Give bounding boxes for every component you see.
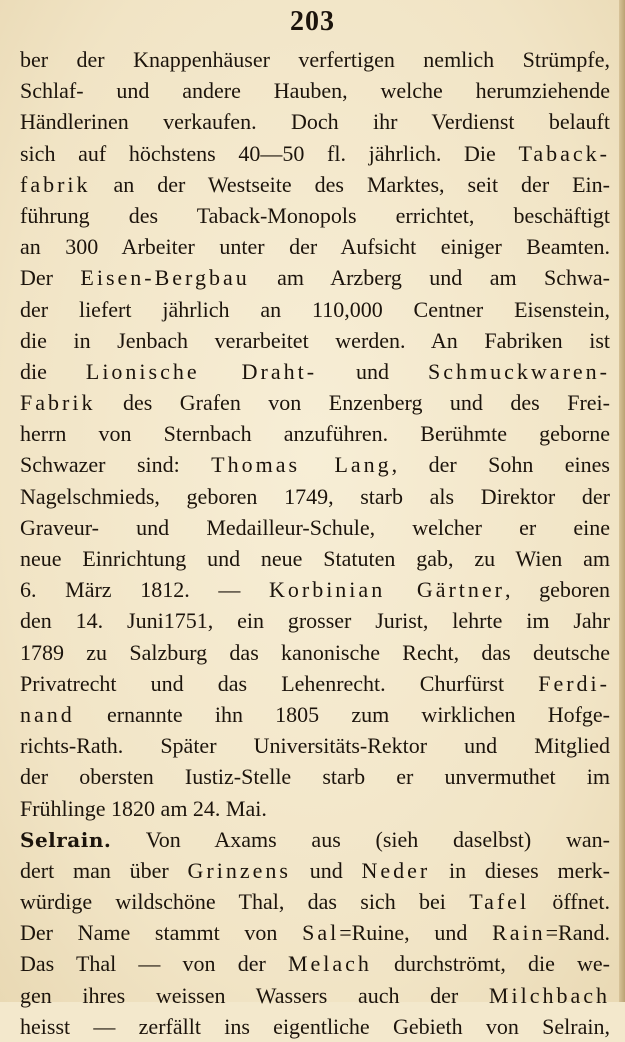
- text-run: die in Jenbach verarbeitet werden. An Fabriken ist: [20, 327, 610, 353]
- text-line: [20, 917, 610, 948]
- text-line: [20, 387, 610, 418]
- text-line: [20, 106, 610, 137]
- text-line: [20, 855, 610, 886]
- text-line: [20, 824, 610, 855]
- spaced-emphasis: Ferdi-: [538, 670, 610, 696]
- text-line: [20, 948, 610, 979]
- spaced-emphasis: Thomas Lang: [211, 452, 392, 478]
- text-line: [20, 543, 610, 574]
- text-run: und: [290, 857, 362, 883]
- text-run: an der Westseite des Marktes, seit der Ein-: [90, 171, 610, 197]
- text-run: Nagelschmieds, geboren 1749, starb als Direktor der: [20, 483, 610, 509]
- text-run: durchströmt, die we-: [371, 951, 610, 977]
- text-line: [20, 418, 610, 449]
- text-run: Händlerinen verkaufen. Doch ihr Verdienst belauft: [20, 109, 610, 135]
- spaced-emphasis: Grinzens: [187, 857, 291, 883]
- text-run: =Ruine, und: [339, 920, 493, 946]
- spaced-emphasis: Sal: [302, 920, 340, 946]
- text-run: am Arzberg und am Schwa-: [249, 265, 610, 291]
- text-line: [20, 356, 610, 387]
- text-line: [20, 886, 610, 917]
- text-run: an 300 Arbeiter unter der Aufsicht einiger Beamten.: [20, 234, 610, 260]
- spaced-emphasis: Fabrik: [20, 390, 96, 416]
- text-line: [20, 449, 610, 480]
- text-run: Schlaf- und andere Hauben, welche herumziehende: [20, 78, 610, 104]
- text-line: [20, 325, 610, 356]
- text-run: Das Thal — von der: [20, 951, 288, 977]
- text-run: Graveur- und Medailleur-Schule, welcher er eine: [20, 514, 610, 540]
- text-run: Der: [20, 265, 81, 291]
- text-line: [20, 980, 610, 1011]
- page-number: 203: [290, 6, 335, 37]
- text-run: Privatrecht und das Lehenrecht. Churfürst: [20, 670, 539, 696]
- text-run: =Rand.: [545, 920, 610, 946]
- text-run: neue Einrichtung und neue Statuten gab, zu Wien am: [20, 546, 610, 571]
- spaced-emphasis: Melach: [287, 951, 372, 977]
- text-run: würdige wildschöne Thal, das sich bei: [20, 889, 470, 915]
- text-run: Frühlinge 1820 am 24. Mai.: [20, 795, 267, 821]
- text-line: [20, 262, 610, 293]
- text-run: des Grafen von Enzenberg und des Frei-: [95, 390, 610, 416]
- text-run: herrn von Sternbach anzuführen. Berühmte geborne: [20, 421, 610, 447]
- text-run: 6. März 1812. —: [20, 577, 269, 603]
- text-line: [20, 730, 610, 761]
- text-run: führung des Taback-Monopols errichtet, beschäftigt: [20, 202, 610, 228]
- spaced-emphasis: Milchbach: [488, 982, 610, 1008]
- body-text: [20, 44, 610, 1042]
- text-line: [20, 761, 610, 792]
- text-run: sich auf höchstens 40—50 fl. jährlich. Die: [20, 140, 519, 166]
- text-line: [20, 637, 610, 668]
- text-run: Der Name stammt von: [20, 920, 303, 946]
- text-run: der liefert jährlich an 110,000 Centner Eisenstein,: [20, 296, 610, 322]
- text-run: und: [317, 358, 429, 384]
- text-run: heisst — zerfällt ins eigentliche Gebieth von Selrain,: [20, 1013, 610, 1039]
- text-run: , der Sohn eines: [391, 452, 610, 478]
- text-line: [20, 793, 610, 824]
- spaced-emphasis: Taback-: [518, 140, 610, 166]
- text-run: in dieses merk-: [430, 857, 610, 883]
- section-heading: Selrain.: [20, 827, 112, 852]
- text-line: [20, 605, 610, 636]
- text-line: [20, 668, 610, 699]
- spaced-emphasis: Korbinian Gärtner: [268, 577, 506, 603]
- text-run: gen ihres weissen Wassers auch der: [20, 982, 489, 1008]
- spaced-emphasis: Neder: [361, 857, 431, 883]
- text-run: richts-Rath. Später Universitäts-Rektor und Mitglied: [20, 733, 610, 759]
- text-run: , geboren: [505, 577, 611, 603]
- spaced-emphasis: fabrik: [20, 171, 91, 197]
- page-edge: [619, 0, 625, 1002]
- text-run: Schwazer sind:: [20, 452, 212, 478]
- text-line: [20, 699, 610, 730]
- spaced-emphasis: Schmuckwaren-: [428, 358, 610, 384]
- spaced-emphasis: Eisen-Bergbau: [80, 265, 250, 291]
- text-line: [20, 75, 610, 106]
- spaced-emphasis: Lionische Draht-: [85, 358, 318, 384]
- text-line: [20, 1011, 610, 1042]
- text-run: öffnet.: [529, 889, 610, 915]
- text-run: dert man über: [20, 857, 188, 883]
- text-run: die: [20, 358, 86, 384]
- text-run: ber der Knappenhäuser verfertigen nemlich Strümpfe,: [20, 47, 610, 72]
- text-line: [20, 138, 610, 169]
- text-line: [20, 169, 610, 200]
- text-line: [20, 200, 610, 231]
- text-run: Von Axams aus (sieh daselbst) wan-: [111, 826, 610, 852]
- text-run: der obersten Iustiz-Stelle starb er unvermuthet im: [20, 764, 610, 790]
- text-line: [20, 512, 610, 543]
- text-line: [20, 294, 610, 325]
- text-line: [20, 231, 610, 262]
- spaced-emphasis: Rain: [492, 920, 546, 946]
- text-line: [20, 574, 610, 605]
- text-line: [20, 481, 610, 512]
- text-run: den 14. Juni1751, ein grosser Jurist, lehrte im Jahr: [20, 608, 610, 634]
- text-line: [20, 44, 610, 75]
- spaced-emphasis: Tafel: [469, 889, 530, 915]
- spaced-emphasis: nand: [20, 701, 75, 727]
- text-run: 1789 zu Salzburg das kanonische Recht, das deutsche: [20, 639, 610, 665]
- text-run: ernannte ihn 1805 zum wirklichen Hofge-: [74, 701, 610, 727]
